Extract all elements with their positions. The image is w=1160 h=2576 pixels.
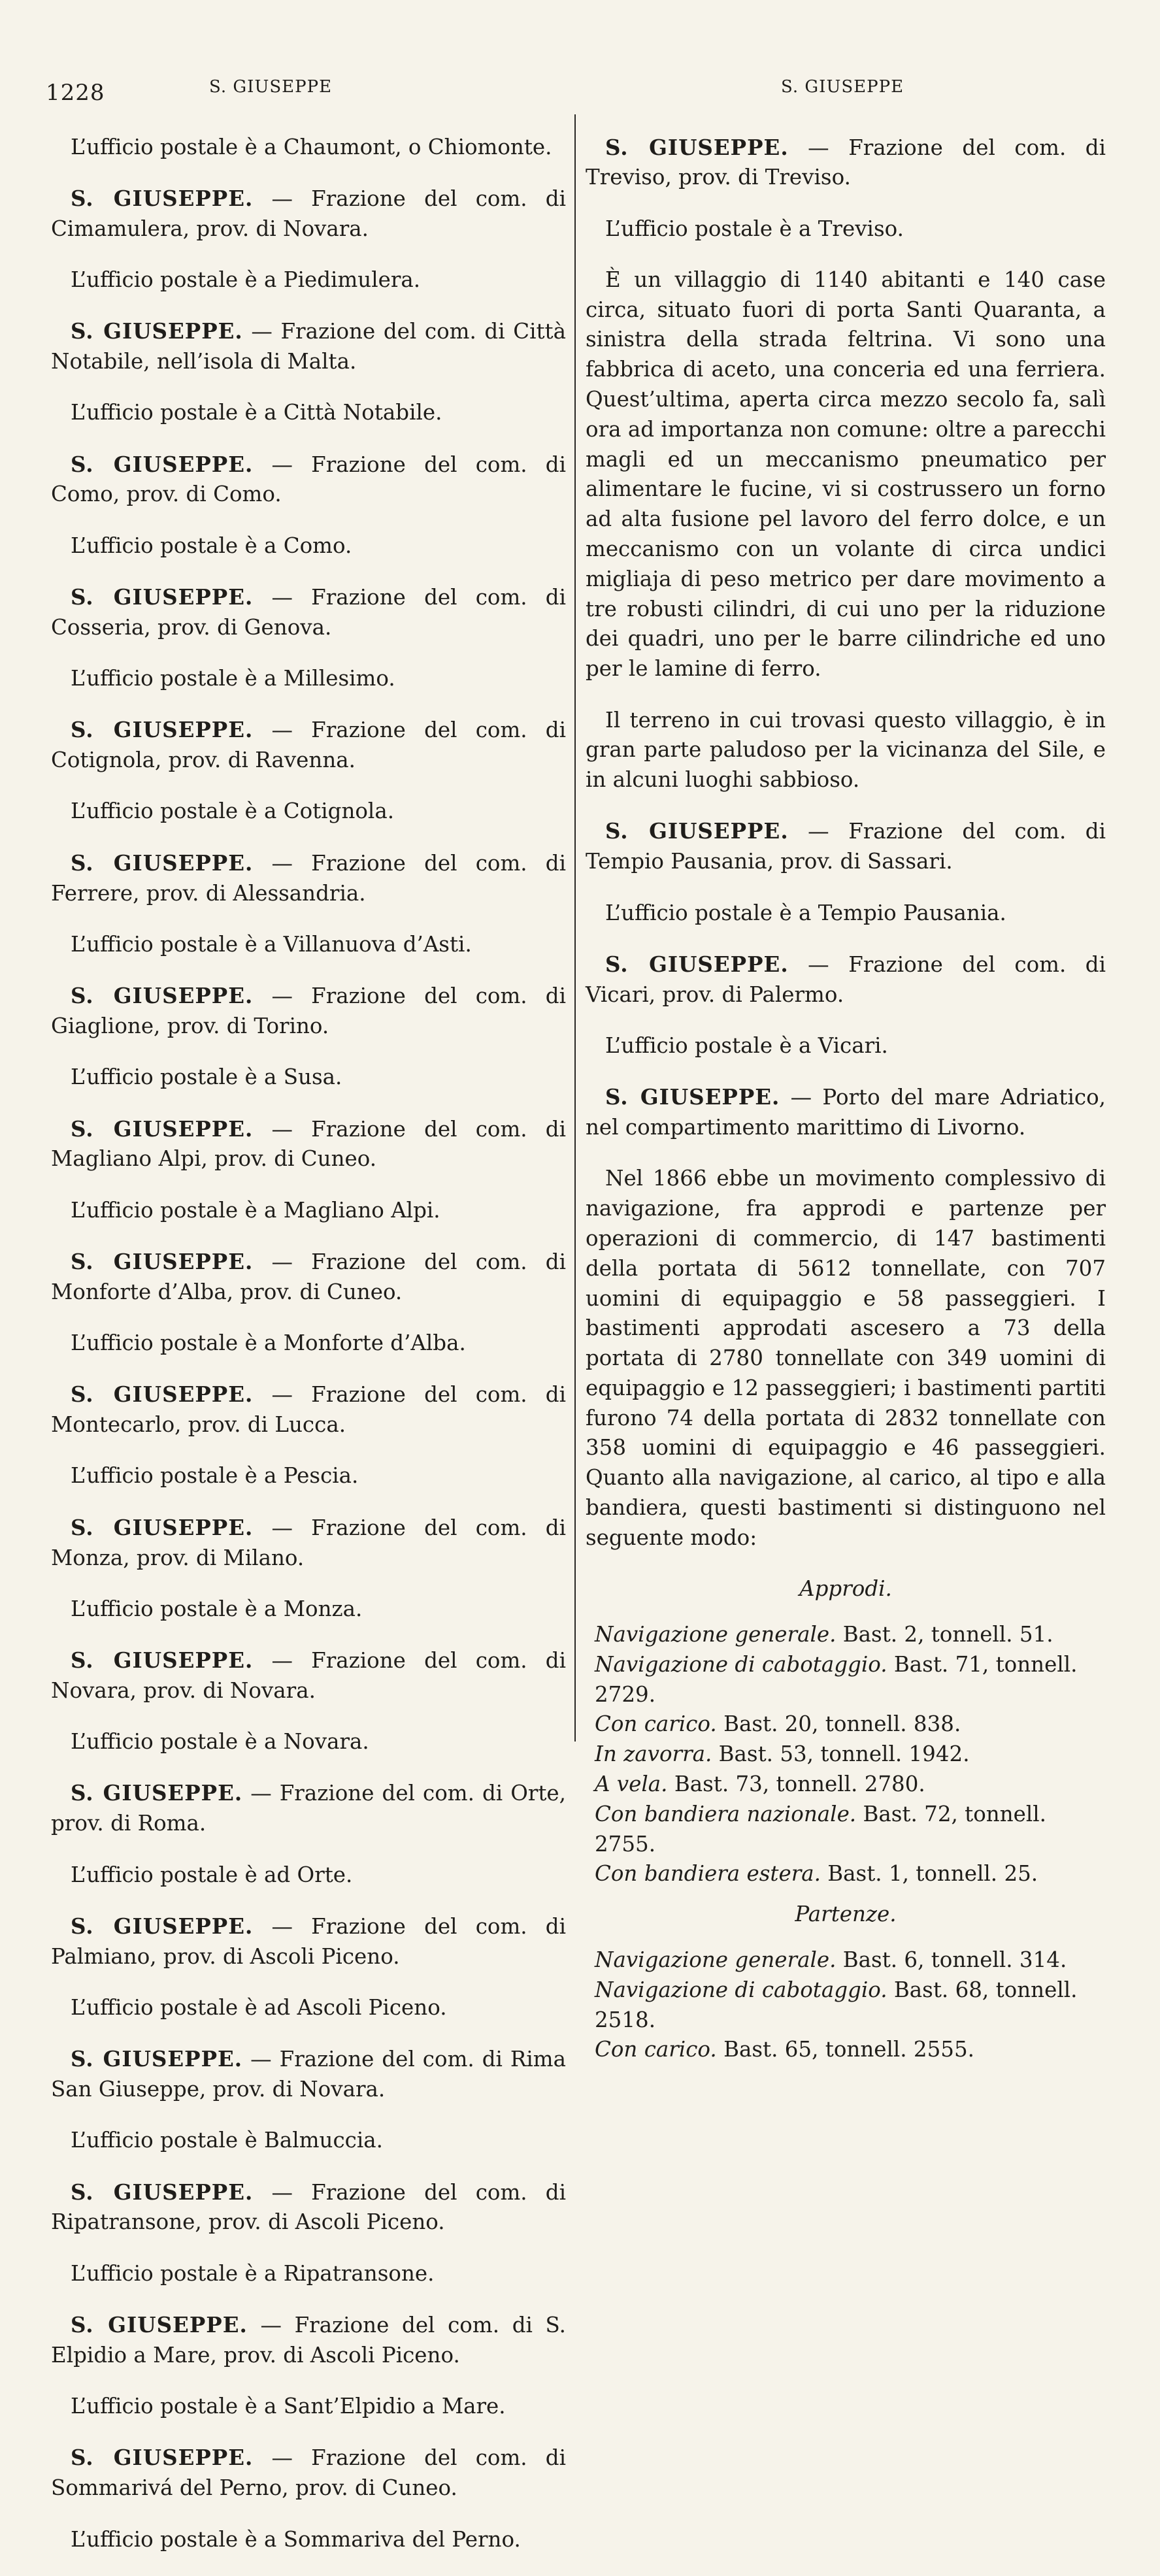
stat-label: Con carico.	[595, 2037, 717, 2062]
right-column	[586, 111, 1106, 2065]
stat-label: Con bandiera estera.	[595, 1861, 821, 1887]
entry-description: — Frazione del com. di Ferrere, prov. di Alessandria.	[51, 850, 566, 906]
stat-label: Con carico.	[595, 1711, 717, 1737]
post-office-line: L’ufficio postale è a Treviso.	[605, 216, 904, 241]
post-office-line: L’ufficio postale è a Piedimulera.	[71, 267, 421, 292]
post-office-line: L’ufficio postale è a Monza.	[71, 1596, 363, 1621]
post-office-line: L’ufficio postale è a Tempio Pausania.	[605, 900, 1006, 925]
continuation-line: L’ufficio postale è a Chaumont, o Chiomonte.	[71, 134, 552, 159]
entry	[51, 184, 566, 295]
entry-heading: S. GIUSEPPE.	[605, 951, 789, 977]
partenze-title: Partenze.	[795, 1902, 897, 1927]
stat-label: In zavorra.	[595, 1742, 712, 1767]
entry-description: — Frazione del com. di Monforte d’Alba, prov. di Cuneo.	[51, 1249, 566, 1304]
entry-description: — Frazione del com. di Cotignola, prov. di Ravenna.	[51, 718, 566, 773]
stat-value: Bast. 2, tonnell. 51.	[842, 1621, 1053, 1647]
post-office-line: L’ufficio postale è a Cotignola.	[71, 799, 395, 824]
entry-description: — Frazione del com. di Orte, prov. di Roma.	[51, 1781, 566, 1836]
entry	[51, 715, 566, 827]
column-divider	[574, 114, 576, 1742]
entry	[51, 2310, 566, 2422]
stat-row	[595, 1740, 1106, 1770]
entry	[51, 2177, 566, 2289]
post-office-line: L’ufficio postale è a Millesimo.	[71, 666, 395, 691]
post-office-line: L’ufficio postale è a Villanuova d’Asti.	[71, 931, 472, 957]
left-column	[51, 111, 566, 2576]
entry	[51, 1778, 566, 1890]
entry-description: — Frazione del com. di Giaglione, prov. di Torino.	[51, 983, 566, 1038]
stat-row	[595, 1650, 1106, 1710]
post-office-line: L’ufficio postale è ad Ascoli Piceno.	[71, 1994, 447, 2020]
entry-heading: S. GIUSEPPE.	[605, 134, 789, 160]
stat-label: Navigazione di cabotaggio.	[595, 1977, 887, 2002]
entry-description: — Frazione del com. di Novara, prov. di Novara.	[51, 1648, 566, 1703]
post-office-line: L’ufficio postale è a Magliano Alpi.	[71, 1197, 440, 1223]
post-office-line: L’ufficio postale è Balmuccia.	[71, 2128, 383, 2153]
right-running-header: S. GIUSEPPE	[781, 77, 904, 97]
stat-label: Con bandiera nazionale.	[595, 1801, 857, 1826]
stat-label: Navigazione generale.	[595, 1621, 837, 1647]
stat-value: Bast. 53, tonnell. 1942.	[718, 1742, 970, 1767]
entry-description: — Frazione del com. di Città Notabile, nell’isola di Malta.	[51, 319, 566, 374]
entry-description: — Frazione del com. di Montecarlo, prov. di Lucca.	[51, 1382, 566, 1438]
entry-heading: S. GIUSEPPE.	[71, 983, 254, 1009]
entry-description: — Frazione del com. di Vicari, prov. di Palermo.	[586, 951, 1106, 1007]
stat-label: A vela.	[595, 1771, 668, 1796]
stat-label: Navigazione di cabotaggio.	[595, 1651, 887, 1677]
body-paragraph: Nel 1866 ebbe un movimento complessivo di navigazione, fra approdi e partenze per operazioni di commercio, di 147 bastimenti della portata di 5612 tonnellate, con 707 uomini di equipaggio e 58 passeggieri. I bastimenti approdati ascesero a 73 della portata di 2780 tonnellate con 349 uomini di equipaggio e 12 passeggieri; i bastimenti partiti furono 74 della portata di 2832 tonnellate con 358 uomini di equipaggio e 46 passeggieri. Quanto alla navigazione, al carico, al tipo e alla bandiera, questi bastimenti si distinguono nel seguente modo:	[586, 1166, 1106, 1550]
stat-row	[595, 1975, 1106, 2036]
entry-description: — Frazione del com. di Ripatransone, prov. di Ascoli Piceno.	[51, 2179, 566, 2235]
entry-heading: S. GIUSEPPE.	[71, 2046, 243, 2072]
entry-description: — Frazione del com. di Sommarivá del Perno, prov. di Cuneo.	[51, 2445, 566, 2501]
entry	[51, 2044, 566, 2156]
entry	[51, 450, 566, 561]
entry-heading: S. GIUSEPPE.	[71, 584, 254, 610]
entry-porto	[586, 1082, 1106, 1553]
stat-label: Navigazione generale.	[595, 1947, 837, 1972]
entry-list	[51, 184, 566, 2555]
post-office-line: L’ufficio postale è a Vicari.	[605, 1032, 888, 1058]
stat-row	[595, 1620, 1106, 1650]
stat-value: Bast. 68, tonnell. 2518.	[595, 1977, 1078, 2032]
entry-heading: S. GIUSEPPE.	[71, 1381, 254, 1408]
stat-row	[595, 1945, 1106, 1975]
entry	[51, 1247, 566, 1359]
entry-heading: S. GIUSEPPE.	[71, 451, 254, 477]
stat-value: Bast. 72, tonnell. 2755.	[595, 1801, 1047, 1857]
entry-heading: S. GIUSEPPE.	[71, 185, 254, 211]
entry-heading: S. GIUSEPPE.	[71, 1115, 254, 1142]
post-office-line: L’ufficio postale è a Sant’Elpidio a Mare.	[71, 2394, 506, 2419]
entry-heading: S. GIUSEPPE.	[71, 2445, 254, 2471]
post-office-line: L’ufficio postale è ad Orte.	[71, 1862, 353, 1887]
entry	[51, 1645, 566, 1757]
entry-description: — Frazione del com. di S. Elpidio a Mare, prov. di Ascoli Piceno.	[51, 2313, 566, 2368]
entry	[51, 1114, 566, 1226]
entry-heading: S. GIUSEPPE.	[71, 1913, 254, 1939]
entry-tempio	[586, 816, 1106, 928]
entry-description: — Frazione del com. di Como, prov. di Como.	[51, 452, 566, 507]
post-office-line: L’ufficio postale è a Pescia.	[71, 1463, 359, 1489]
entry-heading: S. GIUSEPPE.	[71, 1248, 254, 1274]
entry-description: — Frazione del com. di Treviso, prov. di Treviso.	[586, 135, 1106, 190]
entry-description: — Frazione del com. di Rima San Giuseppe, prov. di Novara.	[51, 2047, 566, 2102]
post-office-line: L’ufficio postale è a Como.	[71, 533, 352, 558]
entry	[51, 2443, 566, 2554]
entry-heading: S. GIUSEPPE.	[71, 1647, 254, 1674]
stat-row	[595, 1709, 1106, 1740]
entry	[51, 582, 566, 694]
stat-row	[595, 2035, 1106, 2065]
body-paragraph: È un villaggio di 1140 abitanti e 140 case circa, situato fuori di porta Santi Quaranta, a sinistra della strada feltrina. Vi sono una fabbrica di aceto, una conceria ed una ferriera. Quest’ultima, aperta circa mezzo secolo fa, salì ora ad importanza non comune: oltre a parecchi magli ed un meccanismo pneumatico per alimentare le fucine, vi si costrussero un forno ad alta fusione pel lavoro del ferro dolce, e un meccanismo con un volante di circa undici migliaja di peso metrico per dare movimento a tre robusti cilindri, di cui uno per la riduzione dei quadri, uno per le barre cilindriche ed uno per le lamine di ferro.	[586, 267, 1106, 682]
post-office-line: L’ufficio postale è a Susa.	[71, 1065, 342, 1090]
entry	[51, 848, 566, 960]
stat-row	[595, 1770, 1106, 1800]
stat-value: Bast. 1, tonnell. 25.	[827, 1861, 1038, 1887]
body-paragraph: Il terreno in cui trovasi questo villaggio, è in gran parte paludoso per la vicinanza del Sile, e in alcuni luoghi sabbioso.	[586, 707, 1106, 793]
entry-description: — Frazione del com. di Palmiano, prov. di Ascoli Piceno.	[51, 1913, 566, 1969]
post-office-line: L’ufficio postale è a Novara.	[71, 1729, 369, 1755]
stat-value: Bast. 65, tonnell. 2555.	[723, 2037, 974, 2062]
approdi-title: Approdi.	[799, 1576, 892, 1602]
entry-heading: S. GIUSEPPE.	[71, 2312, 248, 2338]
post-office-line: L’ufficio postale è a Ripatransone.	[71, 2260, 435, 2286]
entry-description: — Frazione del com. di Cimamulera, prov. di Novara.	[51, 186, 566, 241]
post-office-line: L’ufficio postale è a Città Notabile.	[71, 400, 442, 425]
entry-heading: S. GIUSEPPE.	[71, 1514, 254, 1540]
entry	[51, 1513, 566, 1625]
entry-description: — Frazione del com. di Magliano Alpi, prov. di Cuneo.	[51, 1116, 566, 1172]
stat-value: Bast. 73, tonnell. 2780.	[674, 1771, 925, 1796]
entry	[51, 316, 566, 428]
entry	[51, 1379, 566, 1491]
entry-vicari	[586, 949, 1106, 1061]
entry-description: — Frazione del com. di Monza, prov. di Milano.	[51, 1515, 566, 1570]
stat-value: Bast. 71, tonnell. 2729.	[595, 1651, 1078, 1707]
left-running-header: S. GIUSEPPE	[209, 77, 333, 97]
entry-heading: S. GIUSEPPE.	[71, 717, 254, 743]
entry-description: — Frazione del com. di Cosseria, prov. di Genova.	[51, 584, 566, 640]
entry-heading: S. GIUSEPPE.	[71, 2179, 254, 2205]
post-office-line: L’ufficio postale è a Sommariva del Perno.	[71, 2526, 521, 2552]
stat-row	[595, 1800, 1106, 1860]
entry	[51, 981, 566, 1093]
stat-value: Bast. 6, tonnell. 314.	[842, 1947, 1067, 1972]
entry-heading: S. GIUSEPPE.	[71, 1780, 243, 1806]
entry-treviso	[586, 133, 1106, 795]
post-office-line: L’ufficio postale è a Monforte d’Alba.	[71, 1330, 466, 1356]
approdi-table	[586, 1620, 1106, 1889]
entry-heading: S. GIUSEPPE.	[71, 850, 254, 876]
page-number: 1228	[46, 80, 105, 106]
entry-heading: S. GIUSEPPE.	[71, 318, 243, 344]
entry	[51, 1911, 566, 2023]
partenze-table	[586, 1945, 1106, 2065]
entry-heading: S. GIUSEPPE.	[605, 818, 789, 844]
entry-description: — Frazione del com. di Tempio Pausania, prov. di Sassari.	[586, 819, 1106, 874]
stat-row	[595, 1859, 1106, 1889]
entry-heading: S. GIUSEPPE.	[605, 1084, 780, 1110]
stat-value: Bast. 20, tonnell. 838.	[723, 1711, 961, 1737]
entry-description: — Porto del mare Adriatico, nel compartimento marittimo di Livorno.	[586, 1085, 1106, 1140]
